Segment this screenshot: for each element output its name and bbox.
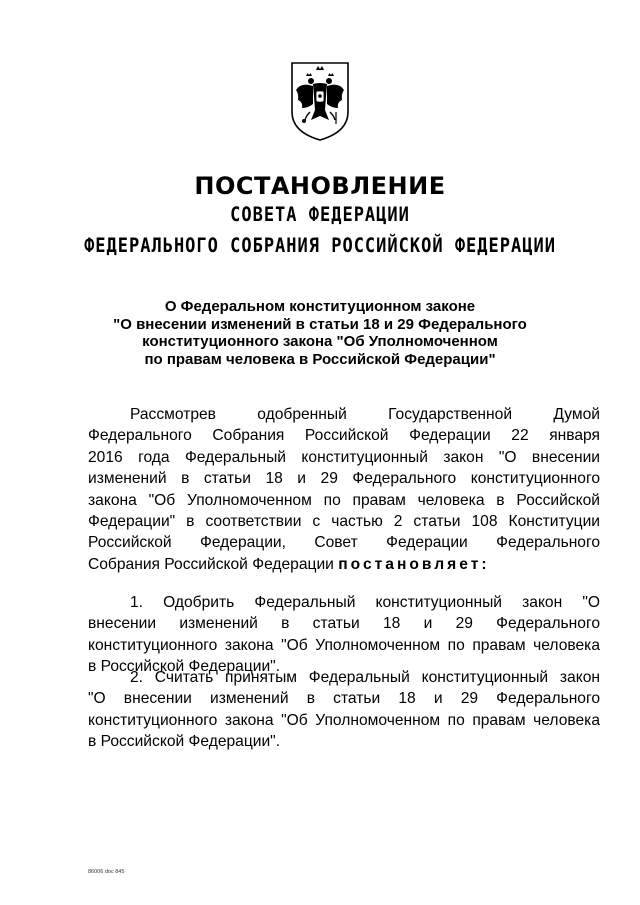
document-title: ПОСТАНОВЛЕНИЕ	[194, 172, 446, 200]
russian-coat-of-arms-icon	[289, 60, 351, 142]
resolution-item-1	[88, 592, 600, 678]
paragraph-line: 2. Считать принятым Федеральный конституционный закон	[130, 669, 600, 686]
subject-line: конституционного закона "Об Уполномоченном	[142, 333, 498, 350]
resolution-item-2	[88, 667, 600, 753]
paragraph-line: изменений в статьи 18 и 29 Федерального конституционного	[88, 470, 600, 488]
paragraph-line: внесении изменений в статьи 18 и 29 Федерального	[88, 615, 600, 633]
paragraph-text: Собрания Российской Федерации	[88, 555, 334, 573]
paragraph-line	[88, 554, 600, 575]
issuer-line-1: СОВЕТА ФЕДЕРАЦИИ	[230, 203, 410, 227]
preamble-paragraph	[88, 404, 600, 575]
paragraph-line: конституционного закона "Об Уполномоченном по правам человека	[88, 711, 600, 729]
subject-heading	[80, 298, 560, 368]
document-code: 86006 doc 845	[88, 869, 125, 875]
paragraph-line: закона "Об Уполномоченном по правам человека в Российской	[88, 491, 600, 509]
resolves-word: постановляет:	[338, 555, 490, 573]
subject-line: по правам человека в Российской Федерации"	[144, 350, 496, 368]
paragraph-line: Федерации" в соответствии с частью 2 статьи 108 Конституции	[88, 513, 600, 531]
paragraph-line: 1. Одобрить Федеральный конституционный закон "О	[130, 594, 600, 611]
paragraph-line: 2016 года Федеральный конституционный закон "О внесении	[88, 448, 600, 466]
paragraph-line: в Российской Федерации".	[88, 733, 281, 751]
subject-line: О Федеральном конституционном законе	[164, 298, 476, 315]
paragraph-line: конституционного закона "Об Уполномоченном по правам человека	[88, 636, 600, 654]
paragraph-line: Российской Федерации, Совет Федерации Федерального	[88, 534, 600, 552]
paragraph-line: Рассмотрев одобренный Государственной Думой	[130, 406, 600, 423]
paragraph-line: в Российской Федерации".	[88, 658, 281, 676]
issuer-line-2: ФЕДЕРАЛЬНОГО СОБРАНИЯ РОССИЙСКОЙ ФЕДЕРАЦИИ	[84, 234, 556, 258]
paragraph-line: Федерального Собрания Российской Федерации 22 января	[88, 427, 600, 445]
subject-line: "О внесении изменений в статьи 18 и 29 Федерального	[113, 315, 527, 333]
paragraph-line: "О внесении изменений в статьи 18 и 29 Федерального	[88, 690, 600, 708]
